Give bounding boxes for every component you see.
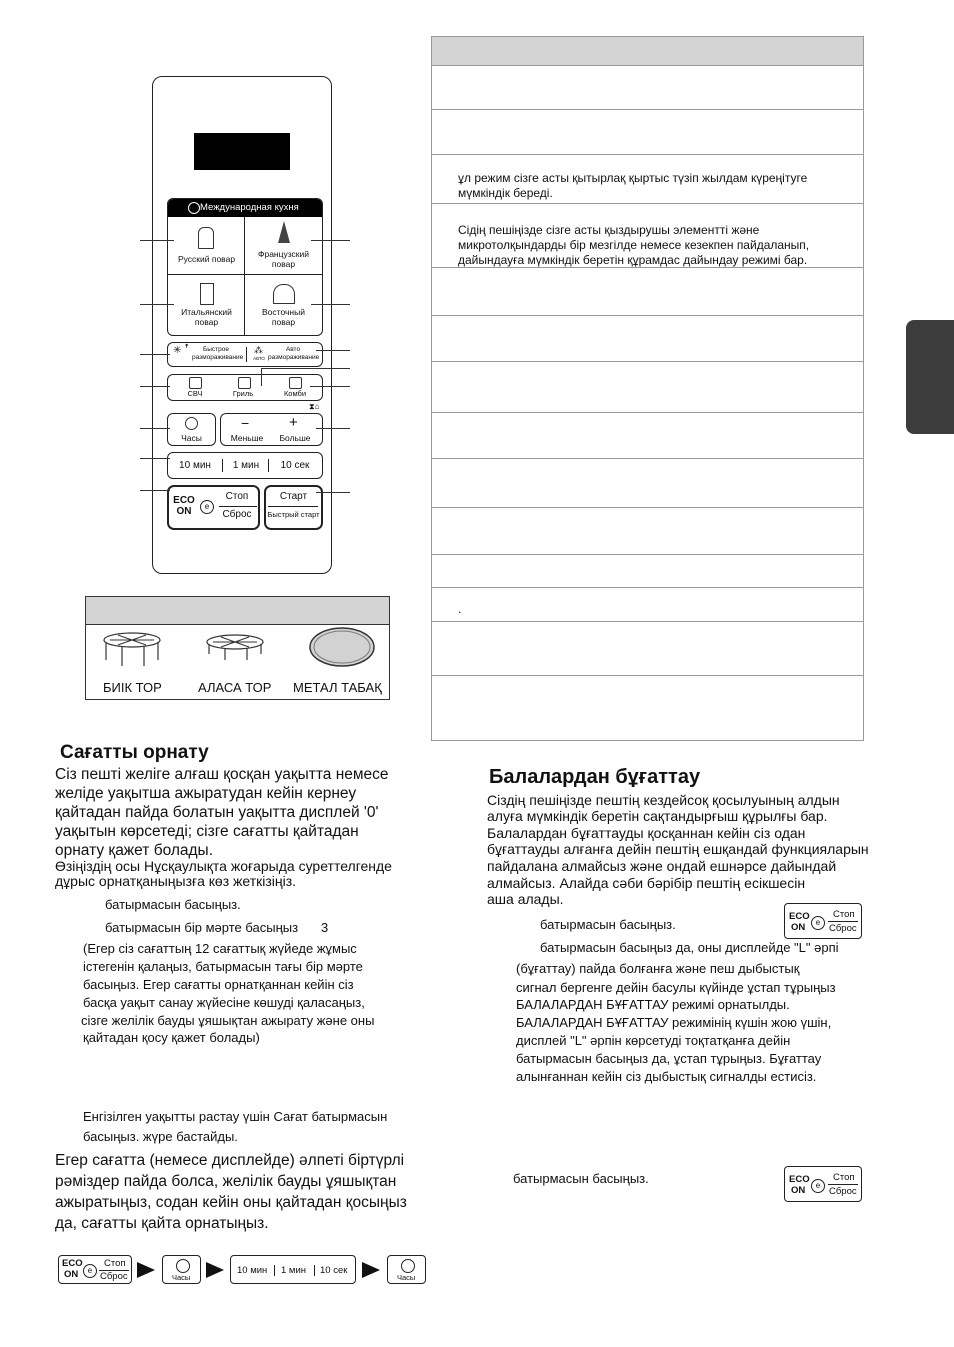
microwave-icon bbox=[189, 377, 202, 389]
italian-chef-label-2[interactable]: повар bbox=[194, 317, 219, 327]
start-bar bbox=[268, 506, 318, 507]
reset-label: Сброс bbox=[829, 923, 857, 934]
clock-paren-line: (Егер сіз сағаттың 12 сағаттық жүйеде жұмыс bbox=[83, 941, 357, 956]
clock-note-line: Өзіңіздің осы Нұсқаулықта жоғарыда суреттелгенде bbox=[55, 858, 392, 874]
function-table bbox=[431, 36, 864, 741]
eco-label: ECO bbox=[789, 911, 810, 922]
table-row-line bbox=[432, 361, 863, 362]
cuisine-divider-h bbox=[168, 274, 322, 275]
child-lock-line: Балалардан бұғаттауды қосқаннан кейін сіз одан bbox=[487, 825, 806, 841]
leader-line bbox=[311, 304, 350, 305]
child-lock-stop-button-1[interactable] bbox=[784, 903, 862, 939]
child-lock-line: алмайсыз. Алайда сәби бәрібір пештің есікшесін bbox=[487, 875, 806, 891]
one-min-button[interactable]: 1 мин bbox=[232, 460, 260, 471]
ten-min-label: 10 мин bbox=[237, 1265, 268, 1276]
eastern-chef-label-2[interactable]: повар bbox=[271, 317, 296, 327]
low-rack-icon bbox=[203, 630, 269, 668]
leader-line bbox=[261, 368, 350, 369]
auto-defrost-icon: ⁂ bbox=[254, 345, 263, 355]
table-row-line bbox=[432, 315, 863, 316]
child-lock-stop-button-2[interactable] bbox=[784, 1166, 862, 1202]
eco-icon: e bbox=[200, 500, 214, 514]
clock-warn-line: рәміздер пайда болса, желілік бауды ұяшықтан bbox=[55, 1173, 397, 1190]
clock-confirm-line: басыңыз. жүре бастайды. bbox=[83, 1129, 238, 1144]
quick-defrost-label-2[interactable]: размораживание bbox=[192, 354, 244, 361]
arrow-right-icon bbox=[362, 1262, 380, 1278]
clock-warn-line: Егер сағатта (немесе дисплейде) әлпеті біртүрлі bbox=[55, 1152, 405, 1169]
clock-note-line: дұрыс орнатқаныңызға көз жеткізіңіз. bbox=[55, 873, 297, 889]
table-row-line bbox=[432, 587, 863, 588]
child-lock-step2-line: сигнал бергенге дейін басулы күйінде ұстап тұрыңыз bbox=[516, 980, 836, 995]
eco-icon: e bbox=[811, 1179, 825, 1193]
auto-small-label: АВТО bbox=[253, 356, 265, 361]
clock-text-line: орнату қажет болады. bbox=[55, 842, 214, 859]
leader-line bbox=[140, 386, 170, 387]
seq-time-buttons[interactable] bbox=[230, 1255, 356, 1284]
child-lock-step2-line: дисплей "L" әрпін көрсетуді тоқтатқанға дейін bbox=[516, 1033, 791, 1048]
stop-label: Стоп bbox=[225, 491, 249, 502]
high-rack-icon bbox=[100, 628, 170, 670]
clock-button[interactable]: Часы bbox=[181, 433, 202, 443]
italian-chef-label-1[interactable]: Итальянский bbox=[181, 307, 232, 317]
eastern-chef-label-1[interactable]: Восточный bbox=[262, 307, 305, 317]
table-row-line bbox=[432, 203, 863, 204]
clock-label: Часы bbox=[172, 1273, 191, 1282]
defrost-divider bbox=[246, 347, 247, 362]
stop-reset-bar bbox=[828, 1184, 858, 1185]
stop-reset-bar bbox=[219, 506, 257, 507]
stop-label: Стоп bbox=[833, 1172, 855, 1183]
table-row-line bbox=[432, 154, 863, 155]
microwave-button[interactable]: СВЧ bbox=[187, 389, 203, 398]
clock-paren-line: істегенін қалаңыз, батырмасын тағы бір мәрте bbox=[83, 959, 363, 974]
side-tab bbox=[906, 320, 954, 434]
seq-clock-button[interactable] bbox=[162, 1255, 201, 1284]
table-cell-text: дайындауға мүмкіндік беретін құрамдас дайындау режимі бар. bbox=[458, 253, 808, 267]
child-lock-step2-line: алынғаннан кейін сіз дыбыстық сигналды естисіз. bbox=[516, 1069, 817, 1084]
clock-step2: батырмасын бір мәрте басыңыз bbox=[105, 920, 299, 935]
ten-sec-label: 10 сек bbox=[320, 1265, 348, 1276]
child-lock-title: Балалардан бұғаттау bbox=[489, 766, 701, 788]
leader-line bbox=[316, 350, 350, 351]
clock-text-line: Сіз пешті желіге алғаш қосқан уақытта немесе bbox=[55, 766, 389, 783]
table-row-line bbox=[432, 621, 863, 622]
arrow-right-icon bbox=[206, 1262, 224, 1278]
mosque-icon bbox=[273, 284, 295, 304]
eco-label: ECO bbox=[789, 1174, 810, 1185]
clock-paren-line: қайтадан қосу қажет болады) bbox=[83, 1030, 260, 1045]
clock-icon bbox=[401, 1259, 415, 1273]
child-lock-step2-line: батырмасын басыңыз да, ұстап тұрыңыз. Бұғаттау bbox=[516, 1051, 822, 1066]
clock-section-title: Сағатты орнату bbox=[60, 742, 209, 763]
clock-warn-line: да, сағатты қайта орнатыңыз. bbox=[55, 1215, 269, 1232]
clock-paren-line: басқа уақыт санау жүйесіне көшуді қаласаңыз, bbox=[83, 995, 365, 1010]
leader-line bbox=[140, 354, 170, 355]
on-label: ON bbox=[791, 922, 806, 933]
globe-icon bbox=[188, 202, 200, 214]
start-label: Старт bbox=[279, 491, 308, 502]
accessories-header bbox=[86, 597, 389, 625]
auto-defrost-label-1[interactable]: Авто bbox=[285, 346, 301, 353]
table-row-line bbox=[432, 507, 863, 508]
quick-start-label: Быстрый старт bbox=[267, 510, 320, 519]
time-divider-2 bbox=[268, 459, 269, 472]
french-chef-label-2[interactable]: повар bbox=[271, 259, 296, 269]
arrow-right-icon bbox=[137, 1262, 155, 1278]
time-divider-1 bbox=[222, 459, 223, 472]
clock-text-line: қайтадан пайда болатын уақытта дисплей '0' bbox=[55, 804, 379, 821]
clock-warn-line: ажыратыңыз, содан кейін оны қайтадан қосыңыз bbox=[55, 1194, 407, 1211]
table-header bbox=[432, 37, 863, 66]
pisa-tower-icon bbox=[200, 283, 214, 305]
reset-label: Сброс bbox=[222, 509, 252, 520]
table-row-line bbox=[432, 458, 863, 459]
on-label: ON bbox=[64, 1269, 79, 1280]
eco-label: ECO bbox=[173, 495, 195, 506]
leader-line bbox=[140, 428, 170, 429]
high-rack-label: БИІК ТОР bbox=[103, 680, 162, 695]
leader-line bbox=[140, 458, 170, 459]
clock-confirm-line: Енгізілген уақытты растау үшін Сағат батырмасын bbox=[83, 1109, 388, 1124]
table-row-line bbox=[432, 109, 863, 110]
leader-line bbox=[316, 492, 350, 493]
grill-icon bbox=[238, 377, 251, 389]
one-min-label: 1 мин bbox=[281, 1265, 307, 1276]
minus-icon: − bbox=[241, 415, 250, 431]
clock-label: Часы bbox=[397, 1273, 416, 1282]
low-rack-label: АЛАСА ТОР bbox=[198, 680, 272, 695]
stop-label: Стоп bbox=[104, 1258, 126, 1269]
table-row-line bbox=[432, 412, 863, 413]
seq-clock-button-2[interactable] bbox=[387, 1255, 426, 1284]
metal-tray-label: МЕТАЛ ТАБАҚ bbox=[293, 680, 382, 695]
child-lock-line: бұғаттауды алғанға дейін пештің ешқандай функцияларын bbox=[487, 841, 869, 857]
eco-icon: e bbox=[83, 1264, 97, 1278]
combi-icon bbox=[289, 377, 302, 389]
panel-display bbox=[194, 133, 290, 170]
child-lock-step3: батырмасын басыңыз. bbox=[513, 1171, 649, 1186]
table-cell-text: Сідің пешіңізде сізге асты қыздырушы элементті және bbox=[458, 223, 760, 237]
table-row-line bbox=[432, 675, 863, 676]
eiffel-tower-icon bbox=[278, 221, 290, 243]
plus-icon: + bbox=[289, 414, 298, 431]
on-label: ON bbox=[791, 1185, 806, 1196]
child-lock-step2-line: БАЛАЛАРДАН БҰҒАТТАУ режимі орнатылды. bbox=[516, 997, 790, 1012]
table-cell-text: ұл режим сізге асты қытырлақ қыртыс түзіп жылдам күреңітуге bbox=[458, 171, 808, 185]
time-divider-2 bbox=[314, 1265, 315, 1276]
ten-min-button[interactable]: 10 мин bbox=[179, 460, 211, 471]
stop-label: Стоп bbox=[833, 909, 855, 920]
clock-icon bbox=[185, 417, 198, 430]
child-lock-line: алуға мүмкіндік беретін сақтандырғыш құрылғы бар. bbox=[487, 808, 828, 824]
less-button[interactable]: Меньше bbox=[230, 433, 264, 443]
ten-sec-button[interactable]: 10 сек bbox=[280, 460, 310, 471]
combi-button[interactable]: Комби bbox=[283, 389, 307, 398]
russian-chef-icon bbox=[198, 227, 214, 249]
leader-line bbox=[310, 386, 350, 387]
clock-paren-line: сізге желілік бауды ұяшықтан ажырату және оны bbox=[81, 1013, 375, 1028]
quick-defrost-label-1[interactable]: Быстрое bbox=[202, 346, 229, 353]
clock-text-line: желіде уақытша ажыратудан кейін кернеу bbox=[55, 785, 357, 802]
quick-defrost-icon: ✳ ꜛ bbox=[173, 345, 190, 356]
metal-tray-icon bbox=[307, 627, 377, 669]
child-lock-step2-line: (бұғаттау) пайда болғанға және пеш дыбыстық bbox=[516, 961, 800, 976]
seq-stop-reset-button[interactable] bbox=[58, 1255, 132, 1284]
french-chef-label-1[interactable]: Французский bbox=[258, 249, 309, 259]
eco-icon: e bbox=[811, 916, 825, 930]
russian-chef-button[interactable]: Русский повар bbox=[177, 254, 236, 264]
table-cell-text: микротолқындарды бір мезгілде немесе кезекпен пайдаланып, bbox=[458, 238, 810, 252]
timer-lock-icons: ⧗⌂ bbox=[309, 402, 320, 411]
auto-defrost-label-2[interactable]: размораживание bbox=[268, 354, 320, 361]
more-button[interactable]: Больше bbox=[279, 433, 311, 443]
intl-cuisine-label: Международная кухня bbox=[200, 202, 299, 213]
leader-line bbox=[261, 368, 262, 386]
clock-paren-line: басыңыз. Егер сағатты орнатқаннан кейін сіз bbox=[83, 977, 354, 992]
cuisine-divider-v bbox=[244, 217, 245, 335]
child-lock-step2-line: БАЛАЛАРДАН БҰҒАТТАУ режимінің күшін жою үшін, bbox=[516, 1015, 832, 1030]
table-row-line bbox=[432, 554, 863, 555]
child-lock-step2-line: батырмасын басыңыз да, оны дисплейде "L" әрпі bbox=[540, 940, 839, 955]
clock-text-line: уақытын көрсетеді; сізге сағатты қайтадан bbox=[55, 823, 359, 840]
leader-line bbox=[140, 490, 170, 491]
leader-line bbox=[316, 428, 350, 429]
child-lock-line: пайдалана алмайсыз және ондай ешнәрсе дайындай bbox=[487, 858, 837, 874]
reset-label: Сброс bbox=[829, 1186, 857, 1197]
grill-button[interactable]: Гриль bbox=[232, 389, 254, 398]
leader-line bbox=[140, 240, 174, 241]
stop-reset-bar bbox=[828, 921, 858, 922]
clock-icon bbox=[176, 1259, 190, 1273]
time-divider-1 bbox=[274, 1265, 275, 1276]
eco-label: ECO bbox=[62, 1258, 83, 1269]
leader-line bbox=[140, 304, 174, 305]
clock-step1: батырмасын басыңыз. bbox=[105, 897, 241, 912]
child-lock-line: аша алады. bbox=[487, 891, 564, 907]
clock-step2-number: 3 bbox=[321, 920, 329, 935]
table-cell-text: . bbox=[458, 602, 462, 616]
child-lock-line: Сіздің пешіңізде пештің кездейсоқ қосылуының алдын bbox=[487, 792, 840, 808]
on-label: ON bbox=[176, 506, 192, 517]
table-cell-text: мүмкіндік береді. bbox=[458, 186, 553, 200]
child-lock-step1: батырмасын басыңыз. bbox=[540, 917, 676, 932]
leader-line bbox=[311, 240, 350, 241]
reset-label: Сброс bbox=[100, 1271, 128, 1282]
